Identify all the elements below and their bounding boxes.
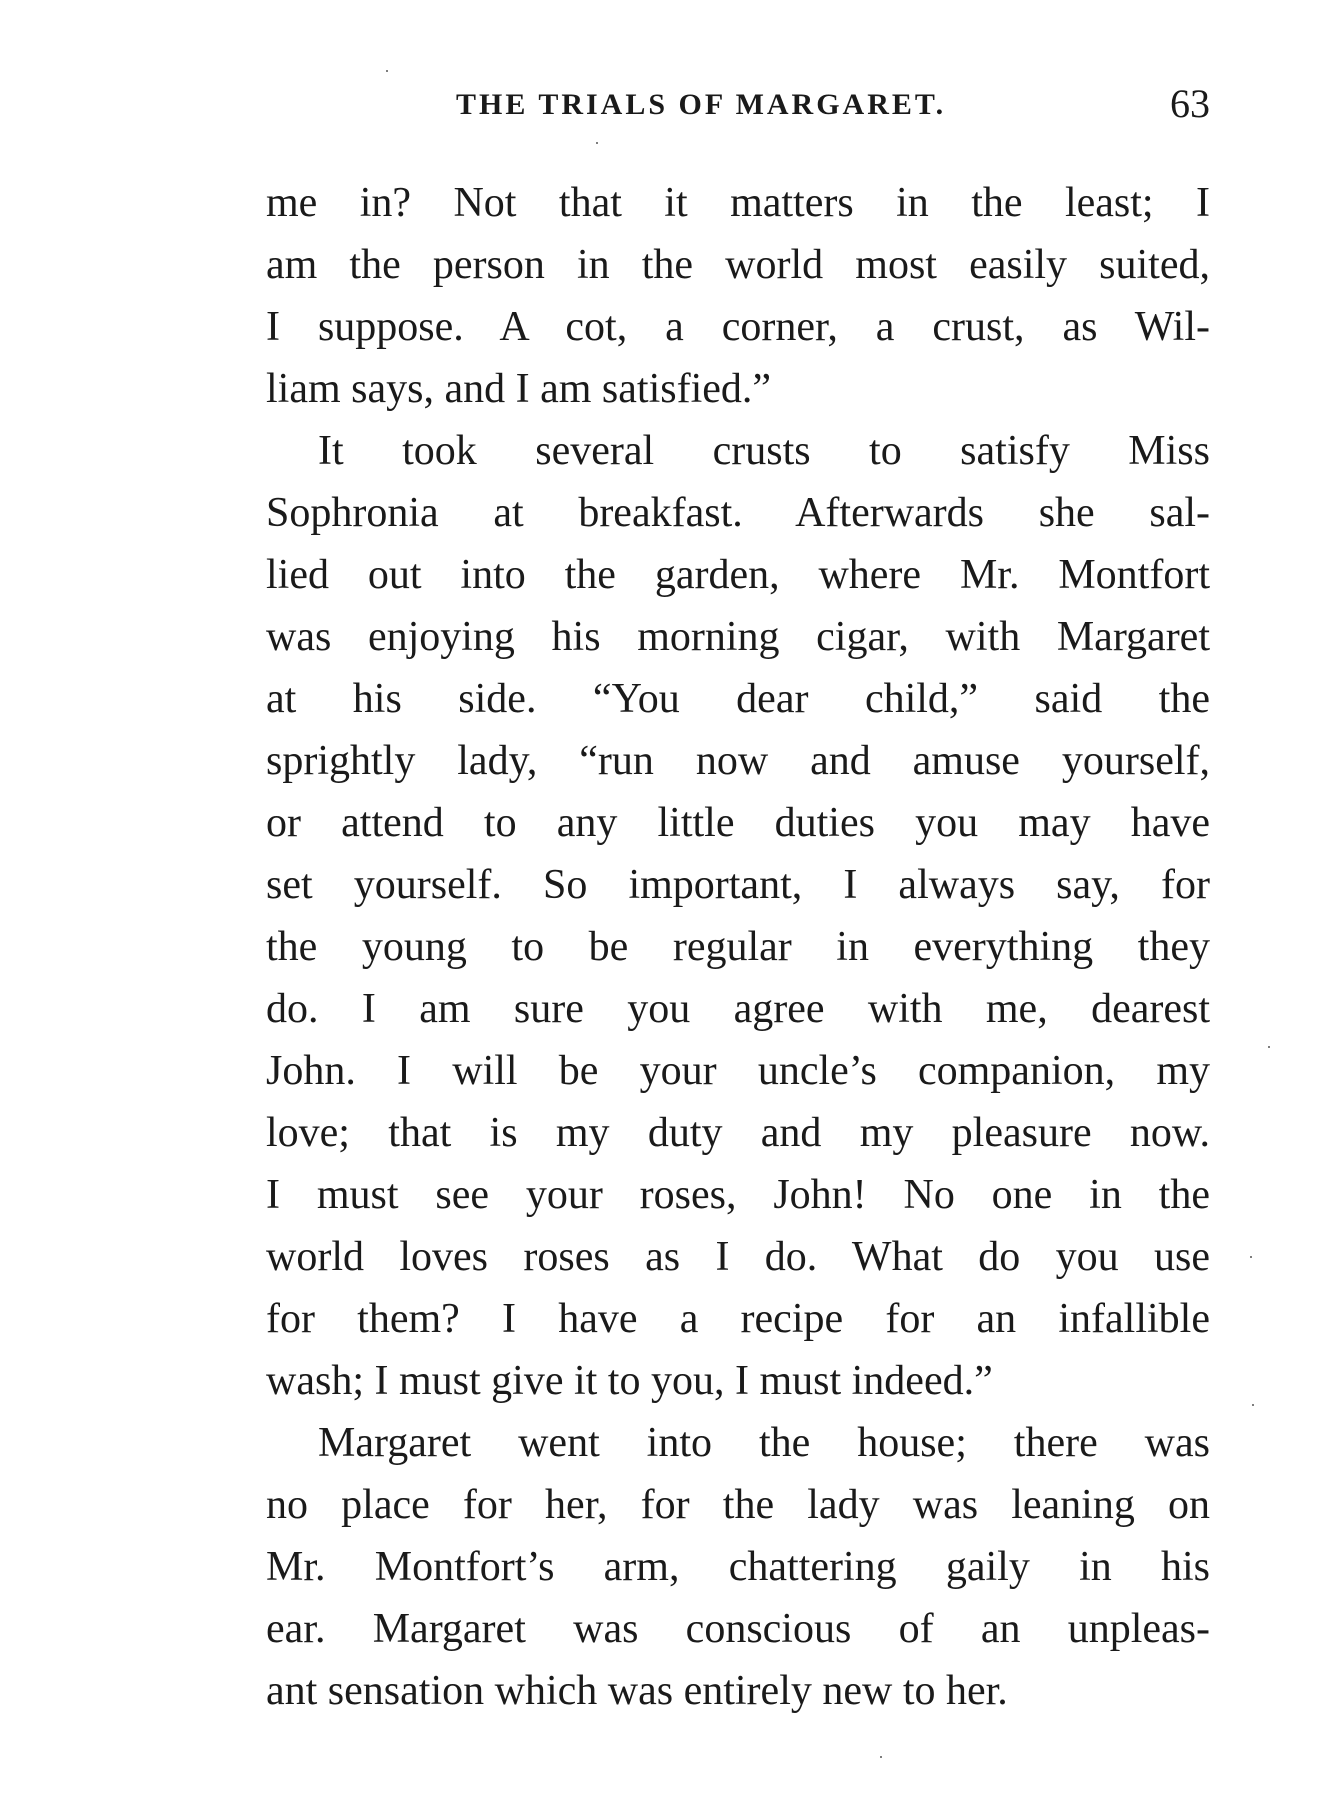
page-number: 63 xyxy=(1170,81,1210,126)
text-line: I suppose. A cot, a corner, a crust, as Wil- xyxy=(266,304,1210,350)
text-line: ear. Margaret was conscious of an unpleas- xyxy=(266,1606,1210,1652)
text-line: at his side. “You dear child,” said the xyxy=(266,676,1210,722)
print-speck xyxy=(1268,1046,1270,1048)
text-line: no place for her, for the lady was leaning on xyxy=(266,1482,1210,1528)
text-line: lied out into the garden, where Mr. Montfort xyxy=(266,552,1210,598)
text-line: was enjoying his morning cigar, with Margaret xyxy=(266,614,1210,660)
text-line: I must see your roses, John! No one in the xyxy=(266,1172,1210,1218)
text-line: or attend to any little duties you may have xyxy=(266,800,1210,846)
text-line: It took several crusts to satisfy Miss xyxy=(318,428,1210,474)
text-line: liam says, and I am satisfied.” xyxy=(266,366,772,412)
text-line: Sophronia at breakfast. Afterwards she sal- xyxy=(266,490,1210,536)
text-line: John. I will be your uncle’s companion, my xyxy=(266,1048,1210,1094)
text-line: for them? I have a recipe for an infallible xyxy=(266,1296,1210,1342)
text-line: do. I am sure you agree with me, dearest xyxy=(266,986,1210,1032)
text-line: the young to be regular in everything they xyxy=(266,924,1210,970)
body-text xyxy=(266,172,1210,1722)
print-speck xyxy=(880,1756,882,1758)
text-line: Margaret went into the house; there was xyxy=(318,1420,1210,1466)
running-head xyxy=(266,81,1210,134)
print-speck xyxy=(1252,1404,1254,1406)
text-line: sprightly lady, “run now and amuse yourself, xyxy=(266,738,1210,784)
text-line: set yourself. So important, I always say, for xyxy=(266,862,1210,908)
text-line: wash; I must give it to you, I must indeed.” xyxy=(266,1358,993,1404)
print-speck xyxy=(1250,1256,1252,1258)
text-line: love; that is my duty and my pleasure now. xyxy=(266,1110,1210,1156)
text-line: me in? Not that it matters in the least; I xyxy=(266,180,1210,226)
print-speck xyxy=(596,142,598,144)
text-line: Mr. Montfort’s arm, chattering gaily in his xyxy=(266,1544,1210,1590)
running-title: THE TRIALS OF MARGARET. xyxy=(456,88,947,121)
text-line: ant sensation which was entirely new to her. xyxy=(266,1668,1008,1714)
text-line: world loves roses as I do. What do you use xyxy=(266,1234,1210,1280)
text-line: am the person in the world most easily suited, xyxy=(266,242,1210,288)
print-speck xyxy=(386,70,388,72)
